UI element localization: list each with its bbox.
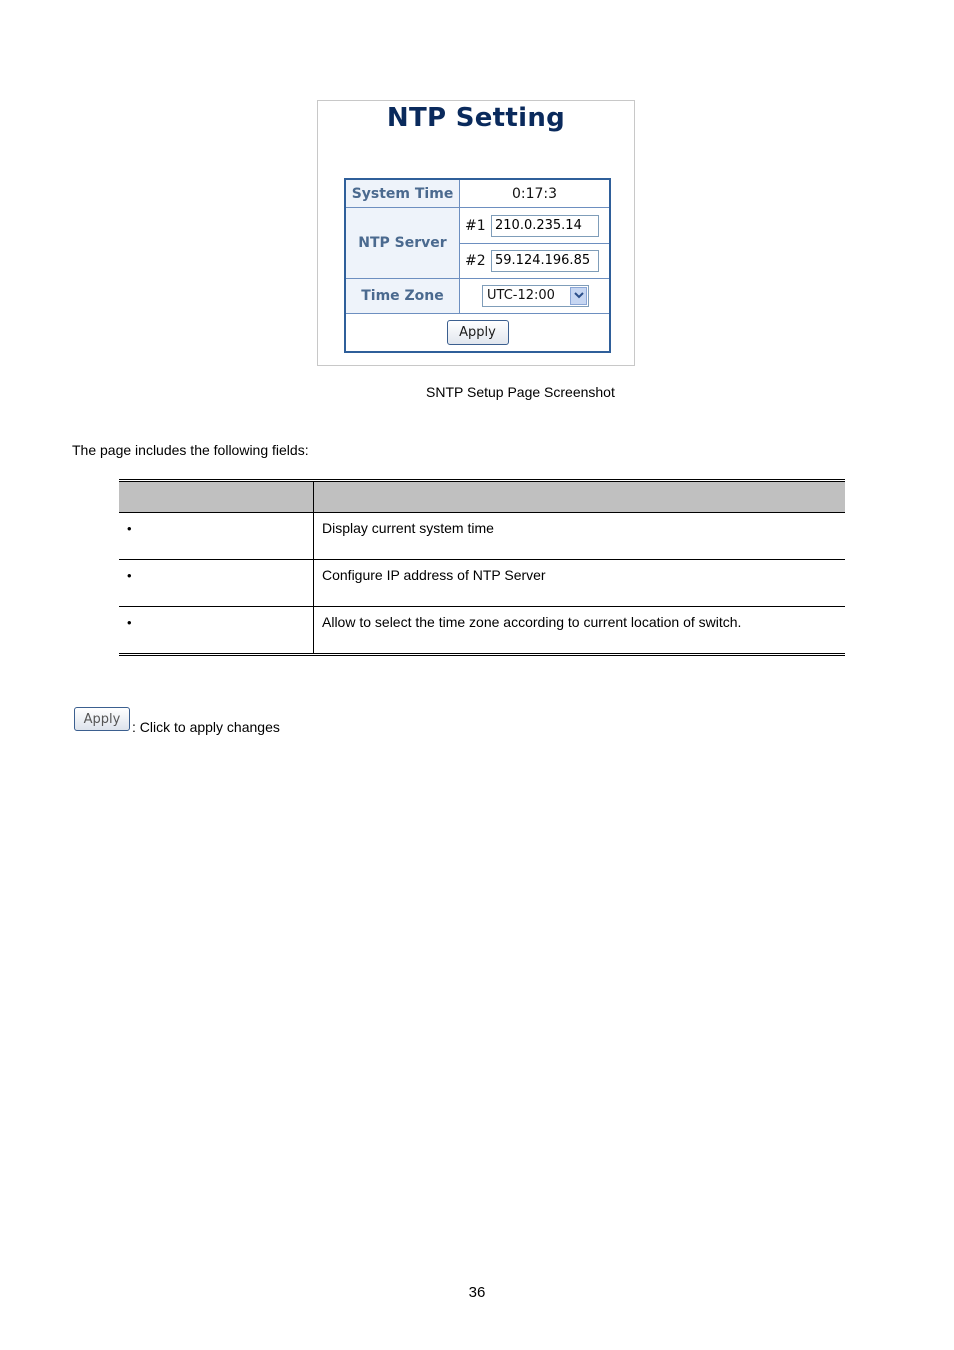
time-zone-value: UTC-12:00 bbox=[487, 288, 555, 304]
header-description bbox=[314, 481, 846, 513]
bullet: • bbox=[127, 568, 132, 583]
row-object-cell bbox=[119, 513, 314, 560]
ntp-server-1-input[interactable] bbox=[491, 215, 599, 237]
row-description: Allow to select the time zone according to current location of switch. bbox=[314, 607, 846, 655]
ntp-server-2-number: #2 bbox=[465, 252, 486, 269]
system-time-label: System Time bbox=[345, 179, 460, 208]
table-row bbox=[119, 560, 845, 607]
chevron-down-icon[interactable] bbox=[570, 287, 587, 305]
row-object-cell bbox=[119, 560, 314, 607]
table-row bbox=[119, 607, 845, 655]
time-zone-label: Time Zone bbox=[345, 279, 460, 313]
page-number: 36 bbox=[468, 1284, 486, 1301]
fields-table bbox=[119, 479, 845, 656]
bullet: • bbox=[127, 615, 132, 630]
system-time-value: 0:17:3 bbox=[460, 179, 611, 208]
intro-text: The page includes the following fields: bbox=[72, 442, 309, 458]
fields-table-header bbox=[119, 481, 845, 513]
row-description: Display current system time bbox=[314, 513, 846, 560]
apply-button[interactable]: Apply bbox=[447, 320, 509, 345]
ntp-setting-title: NTP Setting bbox=[386, 103, 566, 133]
apply-cell bbox=[345, 313, 610, 352]
row-description: Configure IP address of NTP Server bbox=[314, 560, 846, 607]
screenshot-caption: SNTP Setup Page Screenshot bbox=[426, 384, 615, 400]
time-zone-select[interactable] bbox=[482, 285, 589, 307]
time-zone-cell bbox=[460, 279, 611, 313]
table-row bbox=[119, 513, 845, 560]
apply-button-illustration[interactable]: Apply bbox=[74, 707, 130, 731]
header-object bbox=[119, 481, 314, 513]
apply-description: : Click to apply changes bbox=[132, 719, 280, 735]
ntp-server-2-cell bbox=[460, 243, 611, 278]
row-object-cell bbox=[119, 607, 314, 655]
ntp-setting-table bbox=[344, 178, 611, 353]
ntp-server-1-cell bbox=[460, 208, 611, 243]
ntp-server-1-number: #1 bbox=[465, 217, 486, 234]
ntp-setting-screenshot bbox=[317, 100, 635, 366]
ntp-server-label: NTP Server bbox=[345, 208, 460, 279]
bullet: • bbox=[127, 521, 132, 536]
ntp-server-2-input[interactable] bbox=[491, 250, 599, 272]
